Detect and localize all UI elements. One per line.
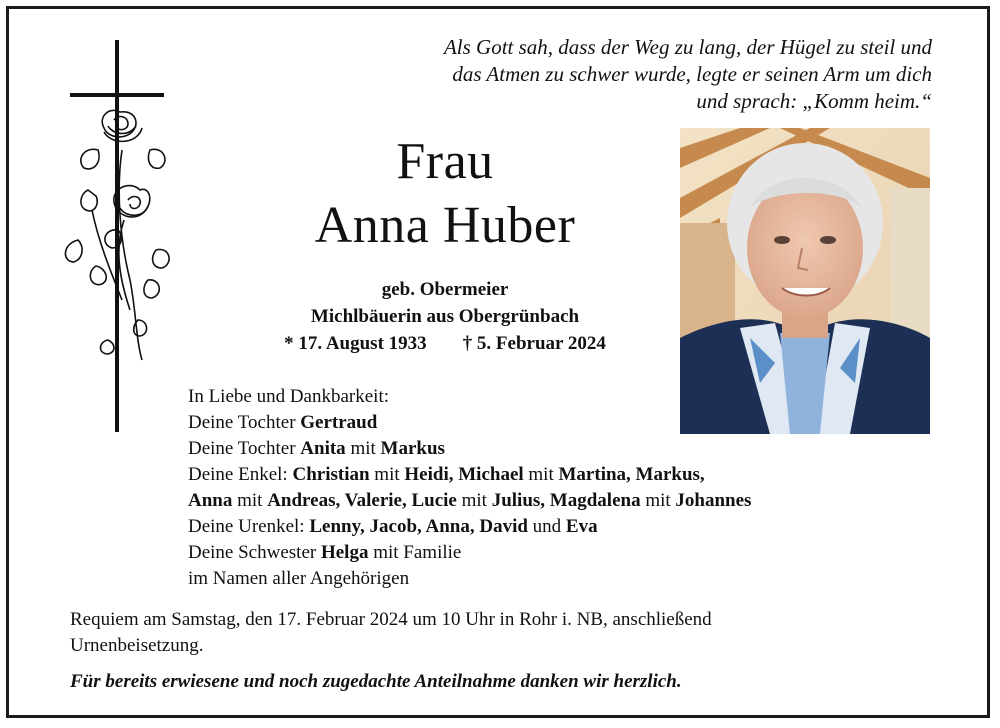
family-text: mit Familie xyxy=(368,542,462,563)
family-text: im Namen aller Angehörigen xyxy=(188,568,410,589)
family-text: mit xyxy=(369,464,405,485)
family-text: mit xyxy=(456,490,492,511)
family-name: Johannes xyxy=(675,490,752,511)
family-line xyxy=(188,514,948,540)
deceased-name: Anna Huber xyxy=(314,197,576,254)
family-text: mit xyxy=(345,438,381,459)
quote-line: das Atmen zu schwer wurde, legte er seinen Arm um dich xyxy=(452,62,932,86)
family-name: Gertraud xyxy=(300,412,378,433)
family-name: Lenny, Jacob, Anna, David xyxy=(309,516,528,537)
occupation: Michlbäuerin aus Obergrünbach xyxy=(310,306,580,327)
family-text: und xyxy=(527,516,566,537)
family-line xyxy=(188,410,948,436)
family-section xyxy=(188,384,948,592)
family-line xyxy=(188,540,948,566)
birth-date: * 17. August 1933 xyxy=(284,333,427,354)
family-name: Christian xyxy=(292,464,370,485)
family-text: mit xyxy=(640,490,676,511)
family-text: Deine Tochter xyxy=(188,438,301,459)
family-text: mit xyxy=(523,464,559,485)
family-text: Deine Enkel: xyxy=(188,464,293,485)
family-name: Heidi, Michael xyxy=(404,464,524,485)
requiem-line: Requiem am Samstag, den 17. Februar 2024 um 10 Uhr in Rohr i. NB, anschließend xyxy=(70,609,712,630)
family-text: Deine Tochter xyxy=(188,412,301,433)
family-text: Deine Urenkel: xyxy=(188,516,310,537)
family-name: Anna xyxy=(188,490,233,511)
deceased-details xyxy=(240,276,650,357)
cross-with-roses-icon xyxy=(58,40,198,440)
family-line xyxy=(188,488,948,514)
family-name: Markus xyxy=(380,438,445,459)
requiem-line: Urnenbeisetzung. xyxy=(70,635,204,656)
family-name: Martina, Markus, xyxy=(558,464,705,485)
death-date: † 5. Februar 2024 xyxy=(462,333,606,354)
family-name: Andreas, Valerie, Lucie xyxy=(267,490,457,511)
thanks-note: Für bereits erwiesene und noch zugedachte Anteilnahme danken wir herzlich. xyxy=(70,671,682,692)
family-name: Julius, Magdalena xyxy=(491,490,641,511)
family-intro: In Liebe und Dankbarkeit: xyxy=(188,386,390,407)
life-dates xyxy=(240,330,650,357)
family-text: Deine Schwester xyxy=(188,542,321,563)
maiden-name: geb. Obermeier xyxy=(381,279,509,300)
family-name: Anita xyxy=(300,438,346,459)
family-text: mit xyxy=(232,490,268,511)
family-line xyxy=(188,462,948,488)
family-line xyxy=(188,566,948,592)
family-name: Helga xyxy=(320,542,369,563)
memorial-quote xyxy=(300,34,932,115)
deceased-title xyxy=(240,130,650,258)
quote-line: Als Gott sah, dass der Weg zu lang, der Hügel zu steil und xyxy=(443,35,932,59)
family-name: Eva xyxy=(565,516,598,537)
family-line xyxy=(188,436,948,462)
salutation: Frau xyxy=(396,133,494,190)
requiem-info xyxy=(70,607,940,659)
quote-line: und sprach: „Komm heim.“ xyxy=(696,89,932,113)
